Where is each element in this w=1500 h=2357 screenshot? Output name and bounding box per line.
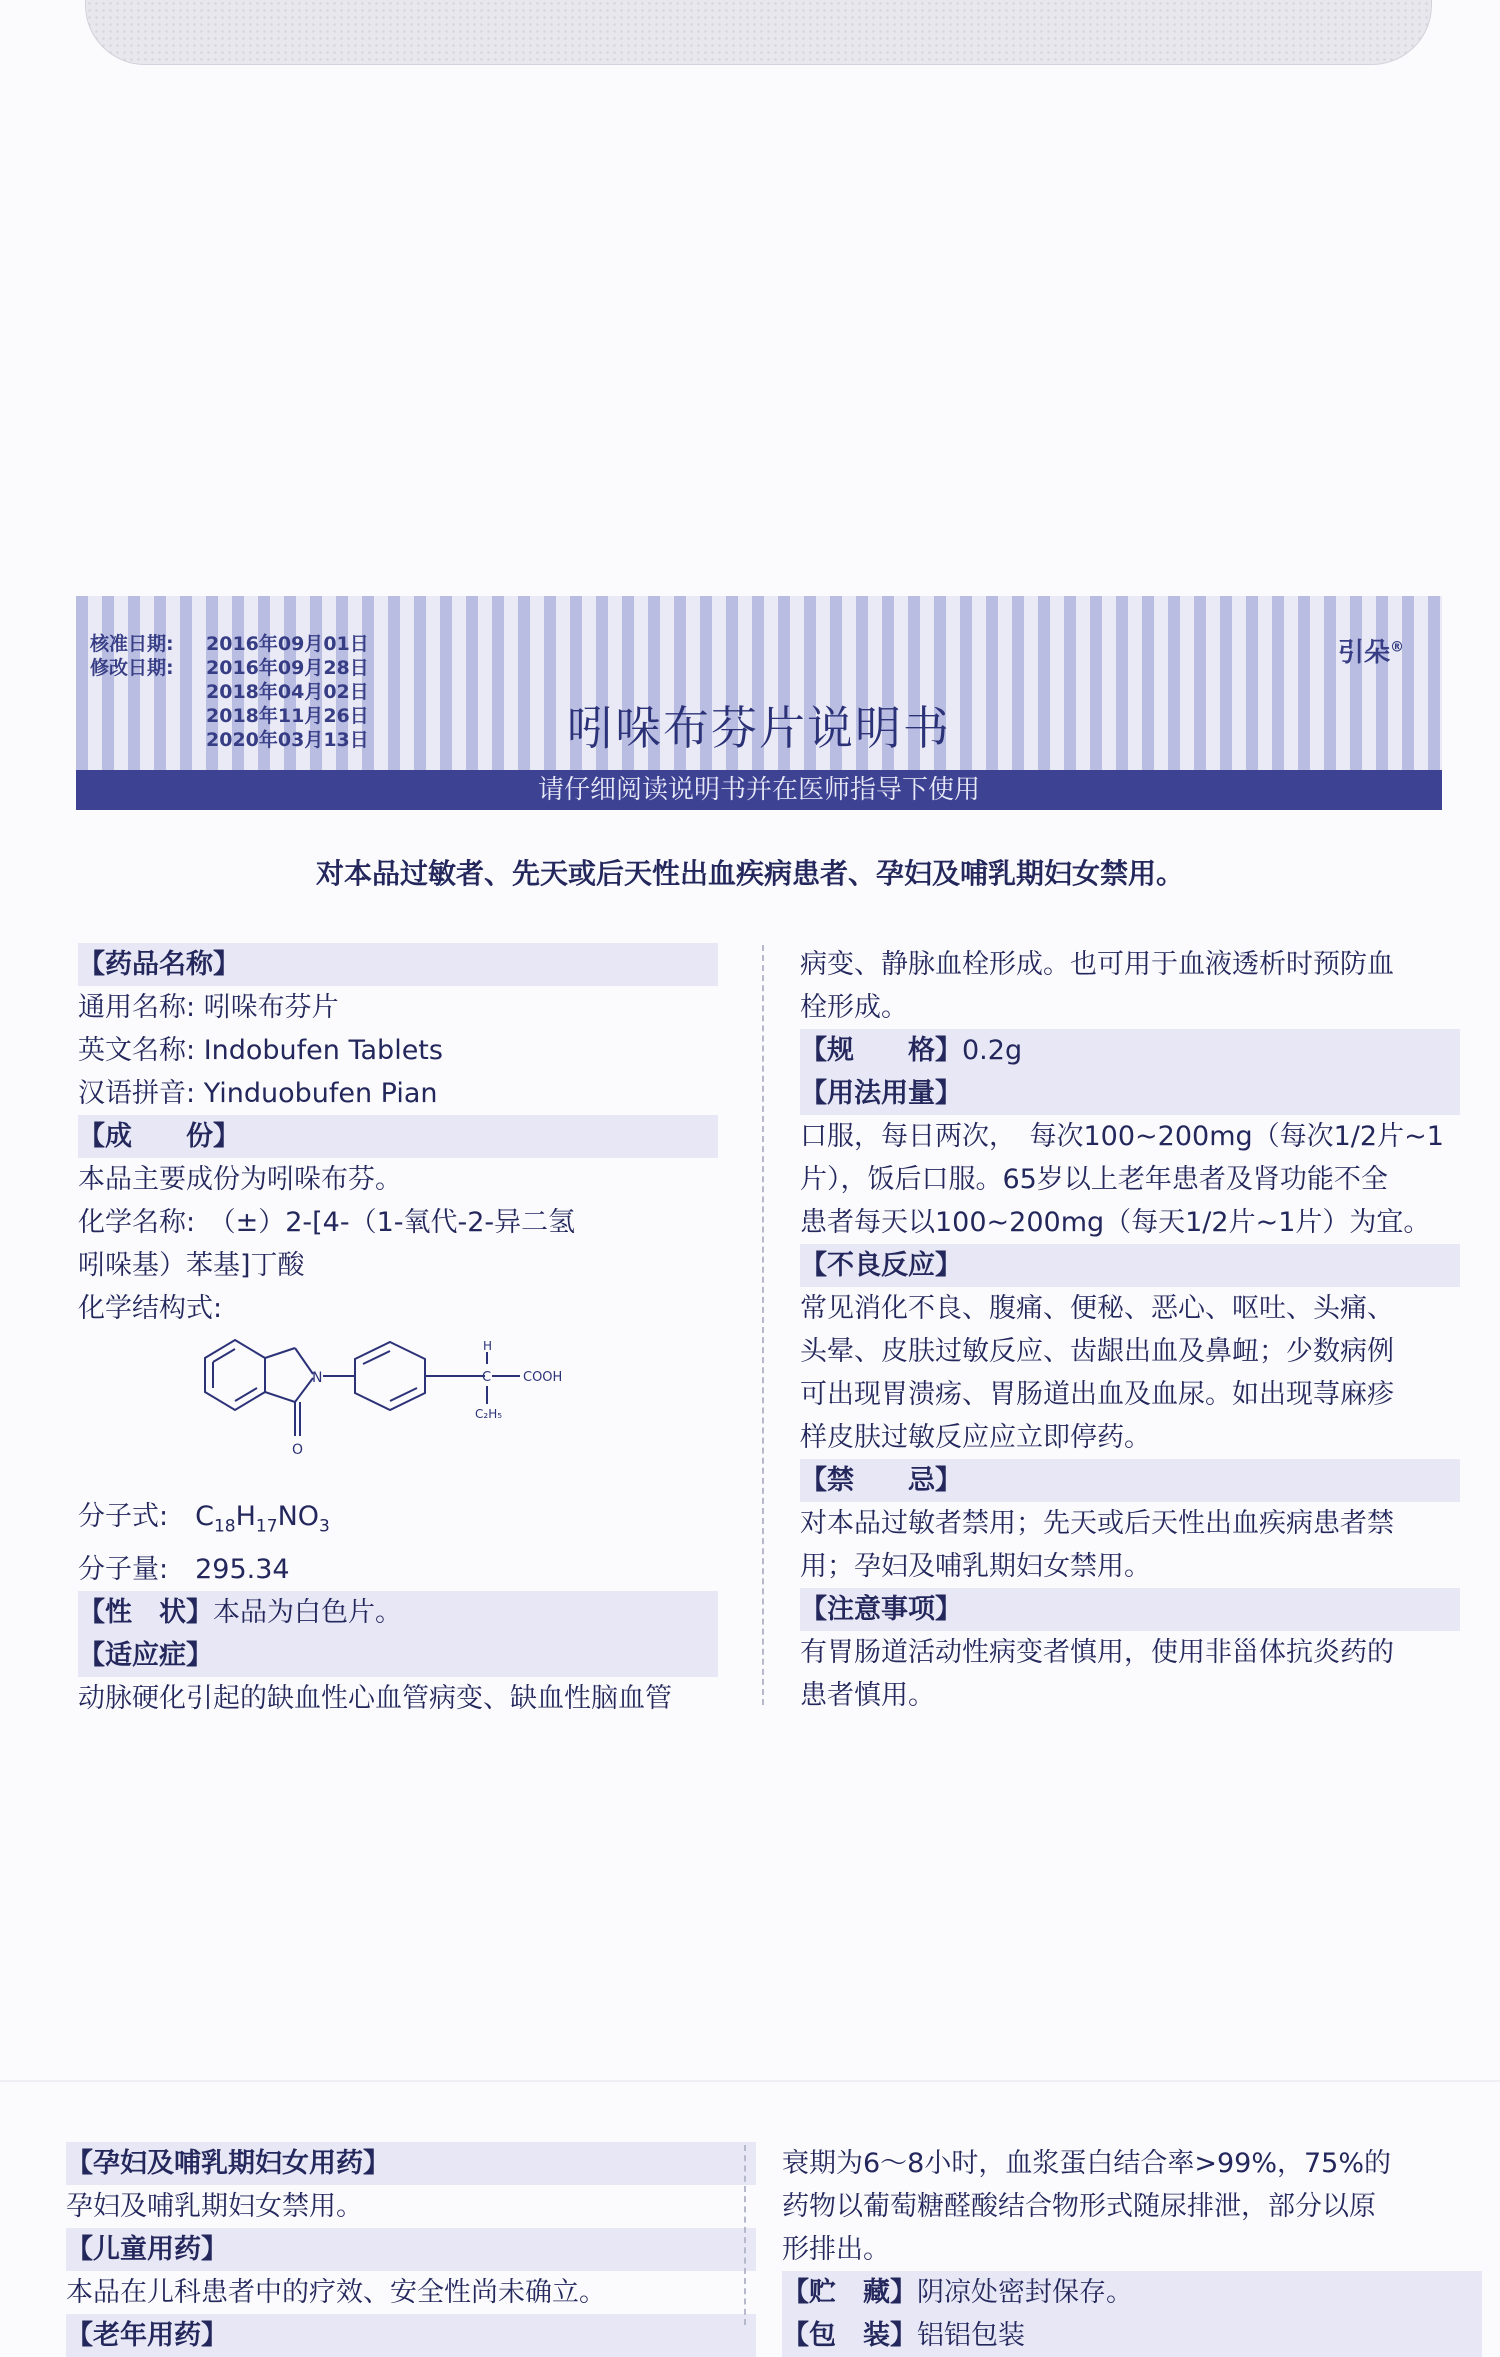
precautions-text: 有胃肠道活动性病变者慎用，使用非甾体抗炎药的 [800, 1637, 1394, 1668]
generic-name-label: 通用名称: [78, 992, 204, 1023]
pharmacokinetics-text: 形排出。 [782, 2234, 890, 2265]
pharmacokinetics-text: 药物以葡萄糖醛酸结合物形式随尿排泄，部分以原 [782, 2191, 1376, 2222]
generic-name: 吲哚布芬片 [203, 992, 339, 1023]
molecular-weight: 295.34 [195, 1554, 290, 1586]
spec-row [800, 1029, 1460, 1072]
registered-mark: ® [1390, 639, 1404, 656]
english-name-label: 英文名称: [78, 1035, 204, 1066]
english-name: Indobufen Tablets [203, 1035, 443, 1066]
section-heading-contraindications: 【禁 忌】 [800, 1459, 1460, 1502]
left-column [78, 943, 718, 1330]
formula-part: C [195, 1501, 214, 1532]
column-divider [762, 945, 764, 1705]
revise-date: 2018年04月02日 [206, 681, 369, 703]
usage-text: 患者每天以100~200mg（每天1/2片~1片）为宜。 [800, 1207, 1431, 1238]
carbon-atom: C [482, 1370, 492, 1385]
column-divider [744, 2145, 746, 2325]
pediatric-text: 本品在儿科患者中的疗效、安全性尚未确立。 [66, 2277, 606, 2308]
approve-date: 2016年09月01日 [206, 633, 369, 655]
revise-date: 2020年03月13日 [206, 729, 369, 751]
adverse-text: 常见消化不良、腹痛、便秘、恶心、呕吐、头痛、 [800, 1293, 1394, 1324]
leaflet-title: 吲哚布芬片说明书 [567, 701, 951, 755]
leaflet-header [76, 596, 1442, 770]
formula-subscript: 3 [319, 1516, 330, 1537]
phenyl-ring [355, 1342, 425, 1410]
chemical-name-line: 化学名称: （±）2-[4-（1-氧代-2-异二氢 [78, 1207, 576, 1238]
composition-text: 本品主要成份为吲哚布芬。 [78, 1164, 402, 1195]
section-heading-package: 【包 装】 [782, 2320, 917, 2351]
nitrogen-atom: N [312, 1370, 323, 1386]
page2-left-column [66, 2142, 756, 2357]
blister-pack-edge [85, 0, 1432, 65]
approve-date-label: 核准日期: [90, 633, 174, 655]
chemical-name-line: 吲哚基）苯基]丁酸 [78, 1250, 305, 1281]
structure-label: 化学结构式: [78, 1293, 223, 1324]
pinyin-name-label: 汉语拼音: [78, 1078, 204, 1109]
indications-continued: 栓形成。 [800, 992, 908, 1023]
formula-subscript: 17 [255, 1516, 278, 1537]
section-heading-pregnancy: 【孕妇及哺乳期妇女用药】 [66, 2142, 756, 2185]
pharmacokinetics-text: 衰期为6～8小时，血浆蛋白结合率>99%，75%的 [782, 2148, 1392, 2179]
section-heading-storage: 【贮 藏】 [782, 2277, 917, 2308]
properties-text: 本品为白色片。 [213, 1597, 402, 1629]
contraindications-text: 用；孕妇及哺乳期妇女禁用。 [800, 1551, 1151, 1582]
adverse-text: 样皮肤过敏反应应立即停药。 [800, 1422, 1151, 1453]
package-text: 铝铝包装 [917, 2320, 1025, 2351]
adverse-text: 头晕、皮肤过敏反应、齿龈出血及鼻衄；少数病例 [800, 1336, 1394, 1367]
carboxyl-group: COOH [523, 1370, 563, 1385]
usage-text: 片），饭后口服。65岁以上老年患者及肾功能不全 [800, 1164, 1388, 1195]
english-name-row [78, 1029, 718, 1072]
section-heading-adverse: 【不良反应】 [800, 1244, 1460, 1287]
molecular-weight-row [78, 1548, 718, 1591]
pregnancy-text: 孕妇及哺乳期妇女禁用。 [66, 2191, 363, 2222]
section-heading-pediatric: 【儿童用药】 [66, 2228, 756, 2271]
spec-value: 0.2g [962, 1035, 1023, 1066]
section-heading-properties: 【性 状】 [78, 1597, 213, 1629]
indications-continued: 病变、静脉血栓形成。也可用于血液透析时预防血 [800, 949, 1394, 980]
pinyin-name-row [78, 1072, 718, 1115]
revise-date-label: 修改日期: [90, 657, 174, 679]
brand-logo [1338, 632, 1404, 669]
revise-date: 2018年11月26日 [206, 705, 369, 727]
storage-text: 阴凉处密封保存。 [917, 2277, 1133, 2308]
hydrogen-atom: H [483, 1339, 493, 1353]
page2-right-column [782, 2142, 1482, 2357]
molecular-formula-row [78, 1495, 718, 1548]
formula-subscript: 18 [213, 1516, 236, 1537]
section-heading-composition: 【成 份】 [78, 1115, 718, 1158]
read-instructions-band: 请仔细阅读说明书并在医师指导下使用 [76, 770, 1442, 810]
adverse-text: 可出现胃溃疡、胃肠道出血及血尿。如出现荨麻疹 [800, 1379, 1394, 1410]
chemical-structure-diagram [185, 1330, 675, 1480]
formula-part: NO [277, 1501, 320, 1532]
contraindication-warning: 对本品过敏者、先天或后天性出血疾病患者、孕妇及哺乳期妇女禁用。 [315, 857, 1184, 890]
section-heading-indications: 【适应症】 [78, 1634, 718, 1677]
generic-name-row [78, 986, 718, 1029]
section-heading-spec: 【规 格】 [800, 1035, 962, 1066]
formula-part: H [235, 1501, 256, 1532]
section-heading-usage: 【用法用量】 [800, 1072, 1460, 1115]
revise-date: 2016年09月28日 [206, 657, 369, 679]
section-heading-geriatric: 【老年用药】 [66, 2314, 756, 2357]
indications-text: 动脉硬化引起的缺血性心血管病变、缺血性脑血管 [78, 1683, 672, 1715]
contraindications-text: 对本品过敏者禁用；先天或后天性出血疾病患者禁 [800, 1508, 1394, 1539]
usage-text: 口服，每日两次， 每次100~200mg（每次1/2片~1 [800, 1121, 1444, 1152]
ethyl-group: C₂H₅ [475, 1407, 503, 1421]
properties-row [78, 1591, 718, 1634]
mw-label: 分子量: [78, 1554, 196, 1586]
section-heading-precautions: 【注意事项】 [800, 1588, 1460, 1631]
right-column [800, 943, 1460, 1717]
page-separator [0, 2080, 1500, 2082]
section-heading-drug-name: 【药品名称】 [78, 943, 718, 986]
package-row [782, 2314, 1482, 2357]
formula-label: 分子式: [78, 1501, 196, 1532]
storage-row [782, 2271, 1482, 2314]
brand-name: 引朵 [1337, 638, 1390, 668]
precautions-text: 患者慎用。 [800, 1680, 935, 1711]
pinyin-name: Yinduobufen Pian [203, 1078, 438, 1109]
oxygen-atom: O [292, 1442, 304, 1458]
left-column-lower [78, 1495, 718, 1720]
